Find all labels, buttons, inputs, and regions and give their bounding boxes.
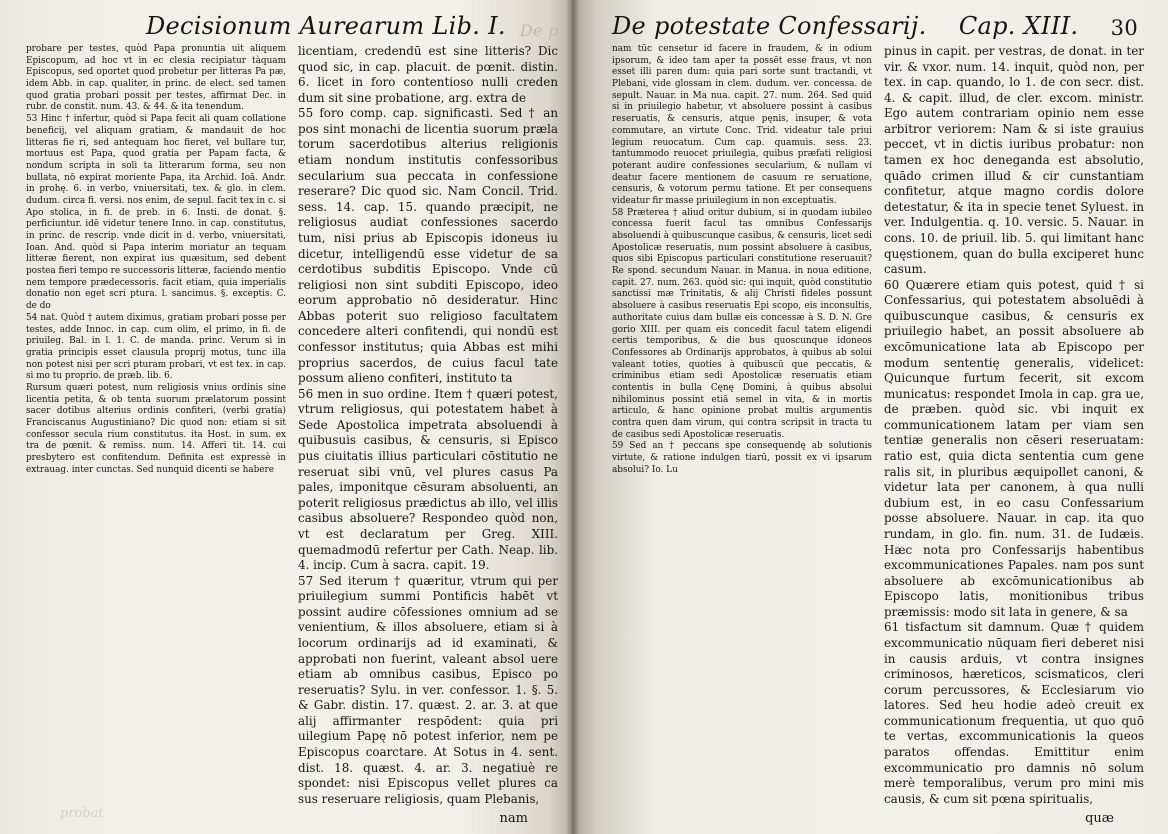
right-column-1 — [612, 44, 872, 827]
left-columns — [26, 44, 558, 827]
paragraph: probare per testes, quòd Papa pronuntia uit aliquem Episcopum, ad hoc vt in ec clesia recipiatur tàquam Episcopus, sed oportet quod probetur per litteras Pa pæ, idem Abb. in cap. qualiter, in princ. de elect. sed tamen quod gratia probari possit per testes, affirmat Dec. in rubr. de constit. num. 43. & 44. & ita tenendum. — [26, 44, 286, 113]
left-running-head — [26, 10, 558, 40]
show-through-bottom: probat — [60, 806, 104, 821]
paragraph-60: 60 Quærere etiam quis potest, quid † si Confessarius, qui potestatem absoluēdi à quibuscunque casibus, & censuris ex priuilegio habet, an possit absoluere ab excōmunicatione lata ab Episcopo per modum sententię generalis, videlicet: Quicunque furtum fecerit, sit excom municatus: respondet Imola in cap. gra ue, de præben. quòd sic. vbi inquit ex communicationem latam per viam sen tentiæ generalis non cēseri reseruatam: ratio est, quia dicta sententia cum gene ralis sit, in pluribus æquipollet canoni, & videtur lata per canonem, à qua nulli dubium est, in eo casu Confessarium posse absoluere. Nauar. in cap. ita quo rundam, in glo. fin. num. 31. de Iudæis. Hæc nota pro Confessarijs habentibus excommunicationes Papales. nam pos sunt absoluere ab excōmunicationibus ab Episcopo latis, monitionibus tribus præmissis: modo sit lata in genere, & sa — [884, 277, 1144, 619]
show-through-head: De p — [519, 21, 559, 40]
chapter-label: Cap. XIII. — [958, 12, 1079, 40]
paragraph-57: 57 Sed iterum † quæritur, vtrum qui per priuilegium summi Pontificis habēt vt possint audire cōfessiones omnium ad se venientium, & illos absoluere, etiam si à locorum ordinarijs ad id examinati, & approbati non fuerint, valeant absol uere etiam ab omnibus casibus, Episco po reseruatis? Sylu. in ver. confessor. 1. §. 5. & Gabr. distin. 17. quæst. 2. ar. 3. at que alij affirmanter respōdent: quia pri uilegium Papę nō potest inferior, nem pe Episcopus coarctare. At Sotus in 4. sent. dist. 18. quæst. 4. ar. 3. negatiuè re spondet: nisi Episcopus vellet plures ca sus reseruare religiosis, quam Plebanis, — [298, 573, 558, 806]
right-page — [572, 0, 1168, 834]
paragraph-53: 53 Hinc † infertur, quòd si Papa fecit ali quam collatione beneficij, vel aliquam gratiam, & mandauit de hoc litteras fie ri, sed antequam hoc fieret, vel bullare tur, mortuus est Papa, quod gratia per Papam facta, & nondum scripta in soli ta litterarum forma, seu non bullata, nō expirat moriente Papa, ita Archid. Ioā. Andr. in prohę. 6. in verbo, vniuersitati, tex. & glo. in clem. dudum. circa fi. versi. nos enim, de sepul. facit tex in c. si Apo stolica, in fi. de preb. in 6. Insti. de donat. §. perficiuntur. idē videtur tenere Inno. in cap. constitutus, in princ. de rescrip. vnde dicit in d. verbo, vniuersitati, Ioan. And. quòd si Papa interim moriatur an tequam litteræ fierent, non expirat ius quæsitum, sed debent postea fieri tempo re successoris litteræ, faciendo mentio nem tempore prædecessoris. facit etiam, quia imperialis donatio non eget scri ptura. l. sancimus. §. exceptis. C. de do — [26, 114, 286, 312]
paragraph-58: 58 Præterea † aliud oritur dubium, si in quodam iubileo concessa fuerit facul tas omnibus Confessarijs absoluendi à quibuscunque casibus, & censuris, licet sedi Apostolicæ reseruatis, num possint absoluere à casibus, quos sibi Episcopus particulari constitutione reseruauit? Re spond. secundum Nauar. in Manua. in noua editione, capit. 27. num. 263. quòd sic: qui inquit, quòd constitutio sanctissi mæ Trinitatis, & alij Christi fideles possunt absoluere à casibus reseruatis Epi scopo, eis inconsultis, authoritate cuius dam bullæ eis concessæ à S. D. N. Gre gorio XIII. per quam eis concedit facul tatem eligendi certis temporibus, & die bus quoscunque idoneos Confessores ab Ordinarijs approbatos, à quibus ab solui valeant toties, quoties à quibuscū que peccatis, & criminibus etiam sedi Apostolicæ reseruatis etiam contentis in bulla Cęnę Domini, à quibus absolui nihilominus possint etiā semel in vita, & in mortis articulo, & hanc opinione probat multis argumentis contra quen dam virum, qui contra scripsit in tracta tu de casibus sedi Apostolicæ reseruatis. — [612, 207, 872, 440]
left-catchword: nam — [499, 811, 528, 827]
paragraph: nam tūc censetur id facere in fraudem, & in odium ipsorum, & ideo tam aper ta possēt esse fraus, vt non esset illi paren dum: quia pari sorte sunt tractandi, vt Plebani, vide glossam in clem. dudum. ver. concessa. de sepult. Nauar. in Ma nua. capit. 27. num. 264. Sed quid si in priuilegio habetur, vt absoluere possint à casibus reseruatis, & censuris, atque pęnis, insuper, & vota commutare, an virtute Conc. Trid. videatur tale priui legium reuocatum. Cum cap. quamuis. sess. 23. tantummodo reuocet priuilegia, quibus præfati religiosi poterant audire confessiones secularium, & nullam vi deatur facere mentionem de casuum re seruatione, censuris, & votorum permu tatione. Et per consequens videatur fir masse priuilegium in non exceptuatis. — [612, 44, 872, 206]
right-columns — [612, 44, 1144, 827]
left-column-1 — [26, 44, 286, 827]
left-head-title: Decisionum Aurearum Lib. I. — [146, 12, 506, 40]
right-column-2 — [884, 44, 1144, 827]
left-column-2 — [298, 44, 558, 827]
paragraph-54: 54 nat. Quòd † autem diximus, gratiam probari posse per testes, adde Innoc. in cap. cum olim, el primo, in fi. de priuileg. Bal. in l. 1. C. de manda. princ. Verum si in gratia principis esset clausula proprij motus, tunc illa non potest nisi per scri pturam probari, vt est tex. in cap. si mo tu proprio. de præb. lib. 6. — [26, 312, 286, 382]
left-page — [0, 0, 572, 834]
paragraph-55: 55 foro comp. cap. significasti. Sed † an pos sint monachi de licentia suorum præla torum sacerdotibus alterius religionis etiam nondum institutis confessoribus secularium sua peccata in confessione reserare? Dic quod sic. Nam Concil. Trid. sess. 14. cap. 15. quando præcipit, ne religiosus audiat confessiones sacerdo tum, nisi prius ab Episcopis idoneus iu dicetur, intelligendū esse videtur de sa cerdotibus subditis Episcopo. Vnde cū religiosi non sint subditi Episcopo, ideo eorum approbatio nō desideratur. Hinc Abbas poterit suo religioso facultatem concedere alteri confitendi, qui nondū est confessor institutus; quia Abbas est mihi proprius sacerdos, de cuius facul tate possum alieno confiteri, instituto ta — [298, 106, 558, 386]
paragraph: licentiam, credendū est sine litteris? Dic quod sic, in cap. placuit. de pœnit. distin. 6. licet in foro contentioso nulli creden dum sit sine probatione, arg. extra de — [298, 44, 558, 105]
folio-number: 30 — [1110, 16, 1138, 40]
right-head-title: De potestate Confessarij. — [612, 12, 927, 40]
paragraph-61: 61 tisfactum sit damnum. Quæ † quidem excommunicatio nūquam fieri deberet nisi in causis arduis, vt contra insignes criminosos, hæreticos, scismaticos, cleri corum percussores, & Ecclesiarum vio latores. Sed heu hodie adeò creuit ex communicationum frequentia, ut quo quō te vertas, excommunicationis la queos paratos offendas. Emittitur enim excommunicatio pro damnis nō solum merè temporalibus, verum pro mini mis causis, & cum sit pœna spiritualis, — [884, 620, 1144, 806]
paragraph: Rursum quæri potest, num religiosis vnius ordinis sine licentia petita, & ob tenta suorum prælatorum possint sacer dotibus alterius ordinis confiteri, (verbi gratia) Franciscanus Augustiniano? Dic quod non: etiam si sit confessor secula rium constitutus. ita Host. in sum. ex tra de pœnit. & remiss. num. 14. Afferi tit. 14. cui presbytero est confitendum. Definita est expressè in extrauag. inter cunctas. Sed nunquid dicenti se habere — [26, 382, 286, 475]
paragraph: pinus in capit. per vestras, de donat. in ter vir. & vxor. num. 14. inquit, quòd non, per tex. in cap. quando, lo 1. de con secr. dist. 4. & capit. illud, de cler. excom. ministr. Ego autem contrariam opinio nem esse arbitror veriorem: Nam & si iste grauius peccet, vt in dictis iuribus probatur: non tamen ex hoc deneganda est absolutio, quādo crimen illud & cir cunstantiam confitetur, atque magno cordis dolore detestatur, & ita in specie tenet Syluest. in ver. Indulgentia. q. 10. versic. 5. Nauar. in cons. 10. de priuil. lib. 5. qui limitant hanc quęstionem, quan do bulla exciperet hunc casum. — [884, 44, 1144, 277]
paragraph-56: 56 men in suo ordine. Item † quæri potest, vtrum religiosus, qui potestatem habet à Sede Apostolica impetrata absoluendi à quibusuis casibus, & censuris, si Episco pus ciuitatis illius particulari cōstitutio ne reseruat sibi vnū, vel plures casus Pa pales, imponitque cēsuram absoluenti, an poterit religiosus prædictus ab illo, vel illis casibus absoluere? Respondeo quòd non, vt est declaratum per Greg. XIII. quemadmodū refertur per Cath. Neap. lib. 4. incip. Cum à sacra. capit. 19. — [298, 386, 558, 573]
paragraph-59: 59 Sed an † peccans spe consequendę ab solutionis virtute, & ratione indulgen tiarū, possit ex vi ipsarum absolui? Io. Lu — [612, 441, 872, 475]
right-running-head — [612, 10, 1144, 40]
right-catchword: quæ — [1085, 811, 1114, 827]
